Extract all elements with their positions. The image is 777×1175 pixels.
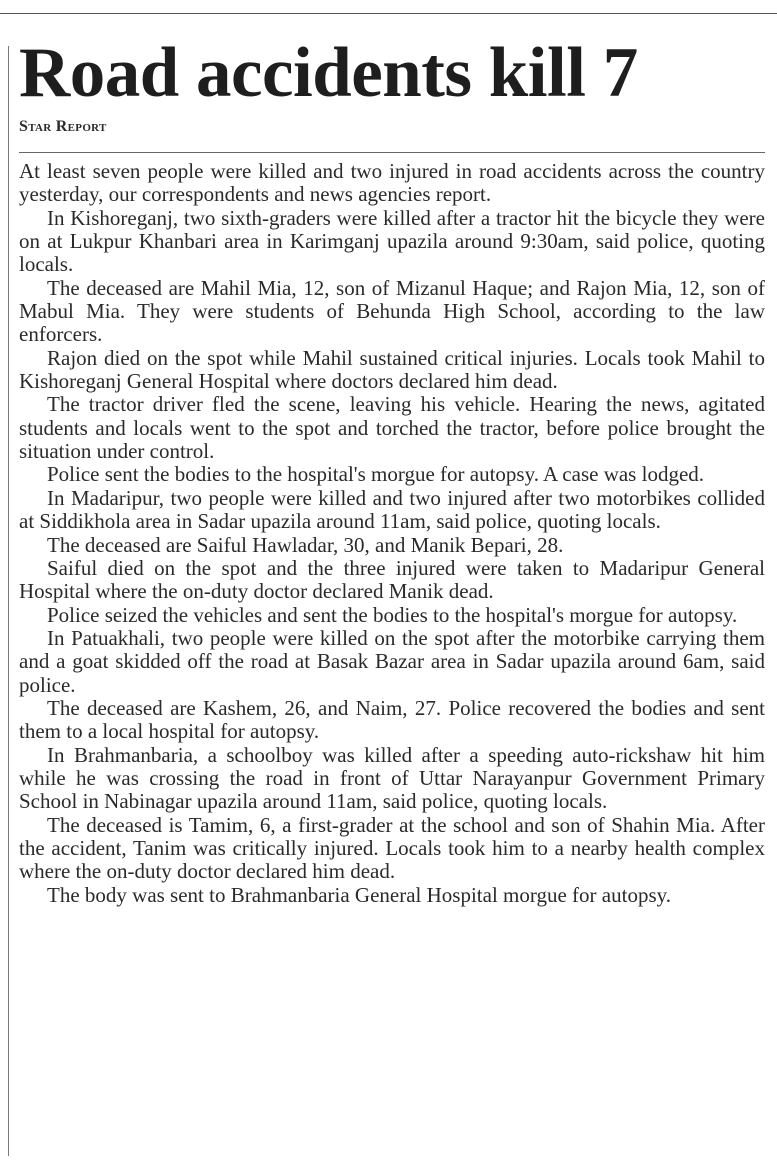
paragraph: Rajon died on the spot while Mahil sustained critical injuries. Locals took Mahil to Kishoreganj General Hospital where doctors declared him dead. — [19, 345, 765, 394]
paragraph: The deceased are Kashem, 26, and Naim, 27. Police recovered the bodies and sent them to a local hospital for autopsy. — [19, 695, 765, 744]
column-left-rule — [8, 46, 9, 1156]
paragraph: The deceased are Saiful Hawladar, 30, and Manik Bepari, 28. — [47, 532, 564, 557]
article-headline: Road accidents kill 7 — [19, 34, 638, 112]
paragraph: The deceased is Tamim, 6, a first-grader at the school and son of Shahin Mia. After the accident, Tanim was critically injured. Locals took him to a nearby health complex where the on-duty doctor declared him dead. — [19, 812, 765, 884]
article-body — [19, 160, 765, 907]
paragraph: The deceased are Mahil Mia, 12, son of Mizanul Haque; and Rajon Mia, 12, son of Mabul Mia. They were students of Behunda High School, according to the law enforcers. — [19, 275, 765, 347]
paragraph: In Madaripur, two people were killed and two injured after two motorbikes collided at Siddikhola area in Sadar upazila around 11am, said police, quoting locals. — [19, 485, 765, 534]
paragraph: Police seized the vehicles and sent the bodies to the hospital's morgue for autopsy. — [47, 602, 738, 627]
paragraph: The body was sent to Brahmanbaria General Hospital morgue for autopsy. — [47, 882, 672, 907]
news-article — [19, 30, 765, 907]
paragraph: In Kishoreganj, two sixth-graders were killed after a tractor hit the bicycle they were on at Lukpur Khanbari area in Karimganj upazila around 9:30am, said police, quoting locals. — [19, 205, 765, 277]
paragraph-intro: At least seven people were killed and two injured in road accidents across the country yesterday, our correspondents and news agencies report. — [19, 159, 765, 207]
paragraph: Saiful died on the spot and the three injured were taken to Madaripur General Hospital where the on-duty doctor declared Manik dead. — [19, 555, 765, 604]
top-border-rule — [0, 13, 777, 14]
paragraph: In Brahmanbaria, a schoolboy was killed after a speeding auto-rickshaw hit him while he was crossing the road in front of Uttar Narayanpur Government Primary School in Nabinagar upazila around 11am, said police, quoting locals. — [19, 742, 765, 814]
paragraph: Police sent the bodies to the hospital's morgue for autopsy. A case was lodged. — [47, 462, 705, 487]
article-byline: Star Report — [19, 118, 107, 135]
byline-divider — [19, 152, 765, 153]
paragraph: The tractor driver fled the scene, leaving his vehicle. Hearing the news, agitated students and locals went to the spot and torched the tractor, before police brought the situation under control. — [19, 392, 765, 464]
paragraph: In Patuakhali, two people were killed on the spot after the motorbike carrying them and a goat skidded off the road at Basak Bazar area in Sadar upazila around 6am, said police. — [19, 625, 765, 697]
